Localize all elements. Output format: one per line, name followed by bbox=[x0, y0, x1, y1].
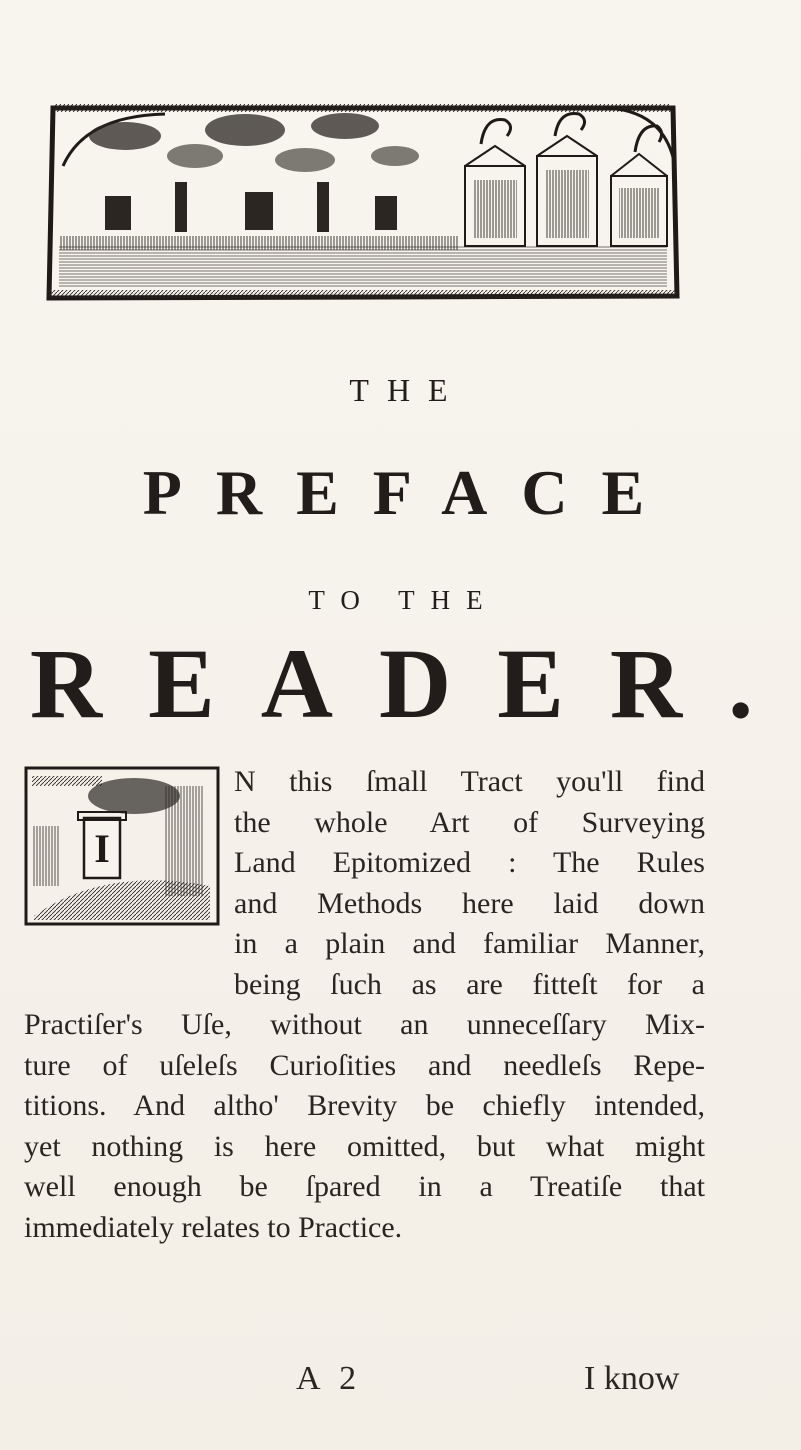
paragraph-line: well enough be ſpared in a Treatiſe that bbox=[24, 1170, 705, 1203]
paragraph-line: titions. And altho' Brevity be chiefly intended, bbox=[24, 1089, 705, 1122]
heading-the: THE bbox=[349, 372, 466, 408]
paragraph-line: in a plain and familiar Manner, bbox=[234, 927, 705, 960]
initial-letter: I bbox=[94, 826, 110, 871]
paragraph-line: the whole Art of Surveying bbox=[234, 805, 705, 839]
paragraph-line: Practiſer's Uſe, without an unneceſſary Mix- bbox=[24, 1008, 705, 1041]
catchword: I know bbox=[584, 1360, 680, 1397]
paragraph-line: being ſuch as are fitteſt for a bbox=[234, 967, 705, 1001]
headpiece-ornament bbox=[45, 96, 681, 302]
signature-mark: A 2 bbox=[296, 1360, 363, 1397]
paragraph-line: Land Epitomized : The Rules bbox=[234, 846, 705, 879]
heading-reader: READER. bbox=[29, 628, 800, 739]
page-footer bbox=[0, 1360, 801, 1410]
paragraph-line: N this ſmall Tract you'll find bbox=[234, 765, 705, 798]
paragraph-line: yet nothing is here omitted, but what might bbox=[24, 1129, 705, 1163]
preface-paragraph bbox=[24, 762, 705, 1248]
heading-to-the: TO THE bbox=[308, 585, 499, 615]
heading-preface: PREFACE bbox=[142, 457, 679, 528]
paragraph-line: immediately relates to Practice. bbox=[24, 1210, 403, 1244]
paragraph-line: ture of uſeleſs Curioſities and needleſs Repe- bbox=[24, 1048, 705, 1082]
paragraph-line: and Methods here laid down bbox=[234, 886, 705, 920]
